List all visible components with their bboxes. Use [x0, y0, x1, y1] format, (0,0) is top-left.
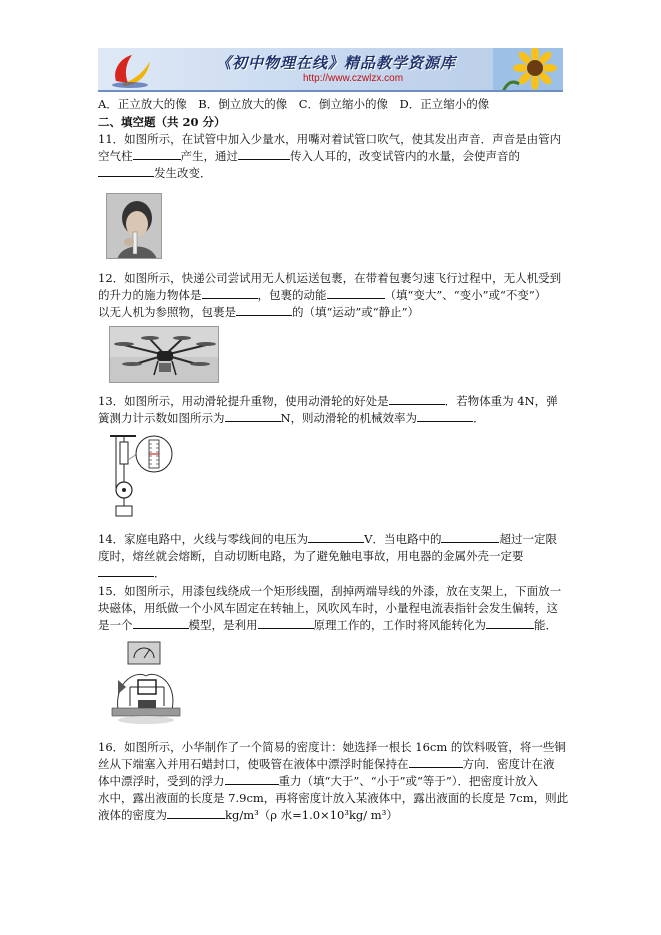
q13-blank-2[interactable]	[225, 410, 281, 422]
girl-blowing-icon	[107, 194, 162, 259]
q12-line1: 12．如图所示，快递公司尝试用无人机运送包裹，在带着包裹匀速飞行过程中，无人机受到	[98, 271, 562, 285]
banner-title: 《初中物理在线》精品教学资源库	[216, 54, 457, 72]
q16-text-b: 方向．密度计在液	[462, 757, 555, 771]
q14-text-a: 14．家庭电路中，火线与零线间的电压为	[98, 532, 309, 546]
header-banner	[98, 48, 563, 92]
q11-blank-3[interactable]	[98, 165, 154, 177]
q13-text-e: ．	[473, 411, 485, 425]
sunflower-icon	[493, 48, 563, 92]
q12-text-e: 的（填“运动”或“静止”）	[292, 305, 420, 319]
q14-text-c: 超过一定限	[499, 532, 557, 546]
q11-line2	[98, 148, 520, 164]
q15-line1: 15．如图所示，用漆包线绕成一个矩形线圈，刮掉两端导线的外漆，放在支架上，下面放一	[98, 584, 562, 598]
q16-line2	[98, 756, 555, 772]
q16-blank-2[interactable]	[225, 773, 279, 785]
q13-line1	[98, 393, 558, 409]
q12-blank-1[interactable]	[202, 287, 258, 299]
q12-line2	[98, 287, 546, 303]
q11-figure	[106, 193, 162, 259]
q11-blank-1[interactable]	[133, 148, 181, 160]
q16-blank-1[interactable]	[409, 756, 463, 768]
logo-icon	[102, 51, 158, 89]
q15-figure	[108, 640, 183, 728]
q11-text-d: 发生改变．	[154, 166, 212, 180]
q16-line1: 16．如图所示，小华制作了一个简易的密度计：她选择一根长 16cm 的饮料吸管，将一些铜	[98, 740, 566, 754]
q14-blank-1[interactable]	[308, 531, 364, 543]
q14-line3	[98, 565, 166, 581]
q12-blank-2[interactable]	[327, 287, 385, 299]
q15-text-a: 是一个	[98, 618, 133, 632]
q14-blank-3[interactable]	[98, 565, 154, 577]
q11-line1: 11．如图所示，在试管中加入少量水，用嘴对着试管口吹气，使其发出声音．声音是由管内	[98, 132, 562, 146]
q13-line2	[98, 410, 485, 426]
q13-blank-3[interactable]	[417, 410, 473, 422]
q16-blank-3[interactable]	[167, 807, 225, 819]
q16-text-c: 体中漂浮时，受到的浮力	[98, 774, 225, 788]
q12-text-b: ，包裹的动能	[257, 288, 327, 302]
q16-text-d: 重力（填“大于”、“小于”或“等于”）．把密度计放入	[278, 774, 539, 788]
q15-text-c: 原理工作的，工作时将风能转化为	[313, 618, 486, 632]
q13-text-a: 13．如图所示，用动滑轮提升重物，使用动滑轮的好处是	[98, 394, 389, 408]
q15-text-b: 模型，是利用	[188, 618, 258, 632]
banner-url[interactable]: http://www.czwlzx.com	[303, 73, 404, 84]
pulley-diagram-icon	[108, 432, 176, 518]
q11-text-a: 空气柱	[98, 149, 133, 163]
q12-text-a: 的升力的施力物体是	[98, 288, 202, 302]
drone-icon	[110, 327, 219, 383]
q12-line3	[98, 304, 419, 320]
q16-line4: 水中，露出液面的长度是 7.9cm，再将密度计放入某液体中，露出液面的长度是 7cm，则此	[98, 791, 569, 805]
q16-text-f: kg/m³（ρ 水=1.0×10³kg/ m³）	[225, 808, 398, 822]
q12-text-d: 以无人机为参照物，包裹是	[98, 305, 236, 319]
q11-text-b: 产生，通过	[180, 149, 238, 163]
q15-blank-1[interactable]	[133, 617, 189, 629]
q11-blank-2[interactable]	[238, 148, 290, 160]
q13-text-c: 簧测力计示数如图所示为	[98, 411, 225, 425]
q13-text-b: ．若物体重为 4N，弹	[444, 394, 558, 408]
q13-text-d: N，则动滑轮的机械效率为	[280, 411, 418, 425]
q16-line3	[98, 773, 538, 789]
q13-figure	[108, 432, 176, 518]
q16-line5	[98, 807, 398, 823]
q16-text-e: 液体的密度为	[98, 808, 167, 822]
q14-text-d: ．	[154, 566, 166, 580]
q14-line1	[98, 531, 557, 547]
section-title: 二、填空题（共 20 分）	[98, 115, 226, 129]
q15-text-d: 能．	[534, 618, 557, 632]
q15-blank-3[interactable]	[486, 617, 534, 629]
q11-text-c: 传入人耳的，改变试管内的水量，会使声音的	[290, 149, 520, 163]
q16-text-a: 丝从下端塞入并用石蜡封口，使吸管在液体中漂浮时能保持在	[98, 757, 409, 771]
q13-blank-1[interactable]	[389, 393, 445, 405]
q14-text-b: V．当电路中的	[364, 532, 442, 546]
q15-line2: 块磁体，用纸做一个小风车固定在转轴上，风吹风车时，小量程电流表指针会发生偏转，这	[98, 601, 558, 615]
previous-question-options: A．正立放大的像 B．倒立放大的像 C．倒立缩小的像 D．正立缩小的像	[98, 97, 490, 111]
q14-blank-2[interactable]	[441, 531, 499, 543]
q14-line2: 度时，熔丝就会熔断，自动切断电路，为了避免触电事故，用电器的金属外壳一定要	[98, 549, 524, 563]
q12-text-c: （填“变大”、“变小”或“不变”）	[384, 288, 547, 302]
q15-blank-2[interactable]	[258, 617, 314, 629]
wind-generator-icon	[108, 640, 183, 728]
q11-line3	[98, 165, 212, 181]
q12-figure	[109, 326, 219, 383]
q15-line3	[98, 617, 557, 633]
q12-blank-3[interactable]	[236, 304, 292, 316]
